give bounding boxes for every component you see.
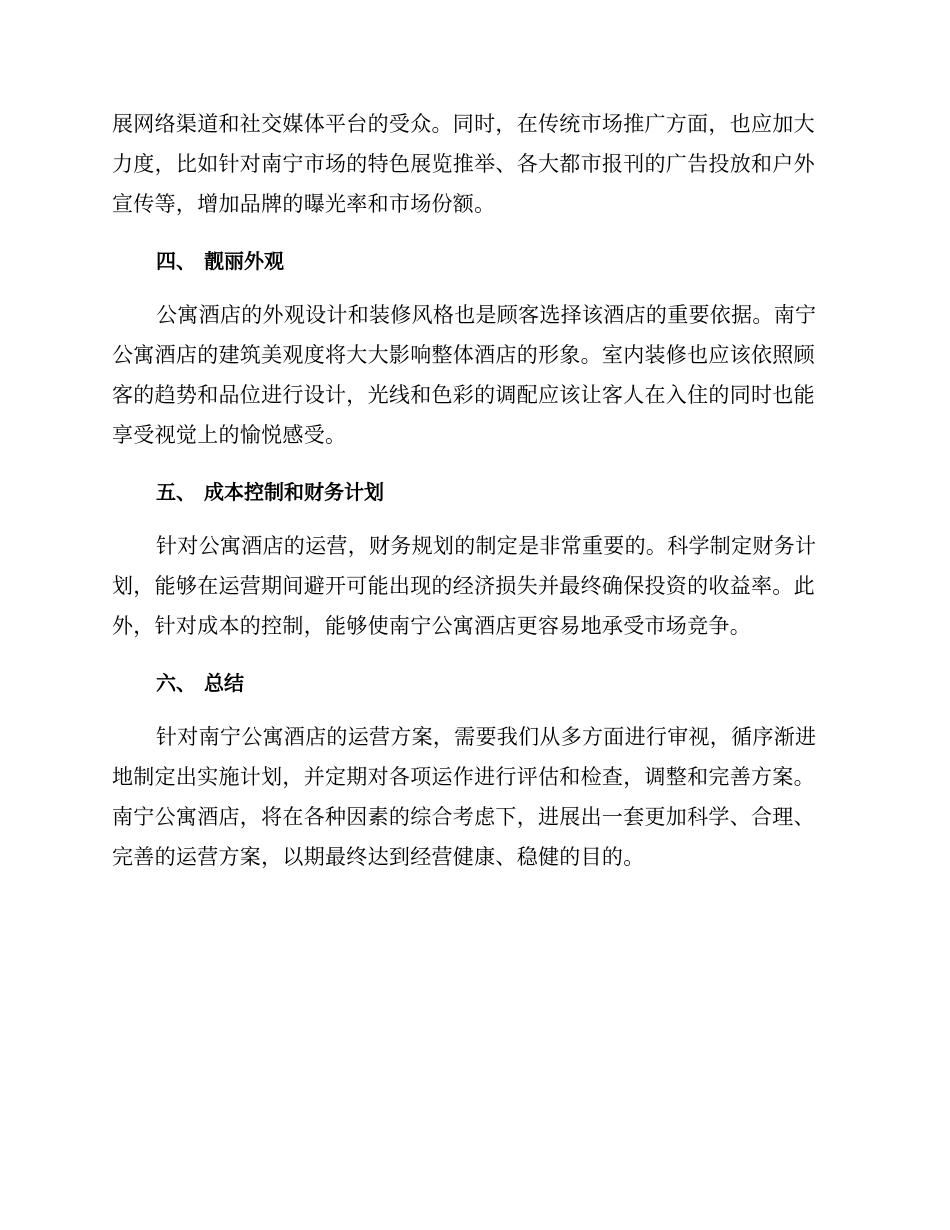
section-number: 五、 bbox=[156, 480, 196, 504]
paragraph-line: 完善的运营方案，以期最终达到经营健康、稳健的目的。 bbox=[112, 845, 645, 869]
paragraph-line: 展网络渠道和社交媒体平台的受众。同时，在传统市场推广方面，也应加大 bbox=[112, 112, 815, 136]
paragraph-line: 宣传等，增加品牌的曝光率和市场份额。 bbox=[112, 192, 496, 216]
section-title: 总结 bbox=[204, 671, 244, 695]
spacer bbox=[112, 281, 832, 295]
spacer bbox=[112, 646, 832, 663]
document-body bbox=[112, 104, 832, 877]
paragraph-line: 针对南宁公寓酒店的运营方案，需要我们从多方面进行审视，循序渐进 bbox=[156, 725, 817, 749]
paragraph-line: 外，针对成本的控制，能够使南宁公寓酒店更容易地承受市场竞争。 bbox=[112, 614, 751, 638]
section-heading-5 bbox=[112, 472, 832, 512]
section-number: 四、 bbox=[156, 249, 196, 273]
paragraph-line: 针对公寓酒店的运营，财务规划的制定是非常重要的。科学制定财务计 bbox=[156, 534, 817, 558]
paragraph-line: 享受视觉上的愉悦感受。 bbox=[112, 423, 347, 447]
paragraph-line: 客的趋势和品位进行设计，光线和色彩的调配应该让客人在入住的同时也能 bbox=[112, 383, 815, 407]
spacer bbox=[112, 455, 832, 472]
paragraph-line: 力度，比如针对南宁市场的特色展览推举、各大都市报刊的广告投放和户外 bbox=[112, 152, 815, 176]
paragraph-line: 南宁公寓酒店，将在各种因素的综合考虑下，进展出一套更加科学、合理、 bbox=[112, 805, 815, 829]
spacer bbox=[112, 703, 832, 717]
section-heading-4 bbox=[112, 241, 832, 281]
section-title: 成本控制和财务计划 bbox=[204, 480, 384, 504]
spacer bbox=[112, 512, 832, 526]
section-paragraph-4 bbox=[112, 295, 832, 455]
paragraph-line: 公寓酒店的建筑美观度将大大影响整体酒店的形象。室内装修也应该依照顾 bbox=[112, 343, 815, 367]
paragraph-line: 地制定出实施计划，并定期对各项运作进行评估和检查，调整和完善方案。 bbox=[112, 765, 815, 789]
section-number: 六、 bbox=[156, 671, 196, 695]
intro-paragraph bbox=[112, 104, 832, 224]
section-paragraph-6 bbox=[112, 717, 832, 877]
spacer bbox=[112, 224, 832, 241]
section-title: 靓丽外观 bbox=[204, 249, 284, 273]
paragraph-line: 公寓酒店的外观设计和装修风格也是顾客选择该酒店的重要依据。南宁 bbox=[156, 303, 817, 327]
paragraph-line: 划，能够在运营期间避开可能出现的经济损失并最终确保投资的收益率。此 bbox=[112, 574, 815, 598]
section-heading-6 bbox=[112, 663, 832, 703]
section-paragraph-5 bbox=[112, 526, 832, 646]
